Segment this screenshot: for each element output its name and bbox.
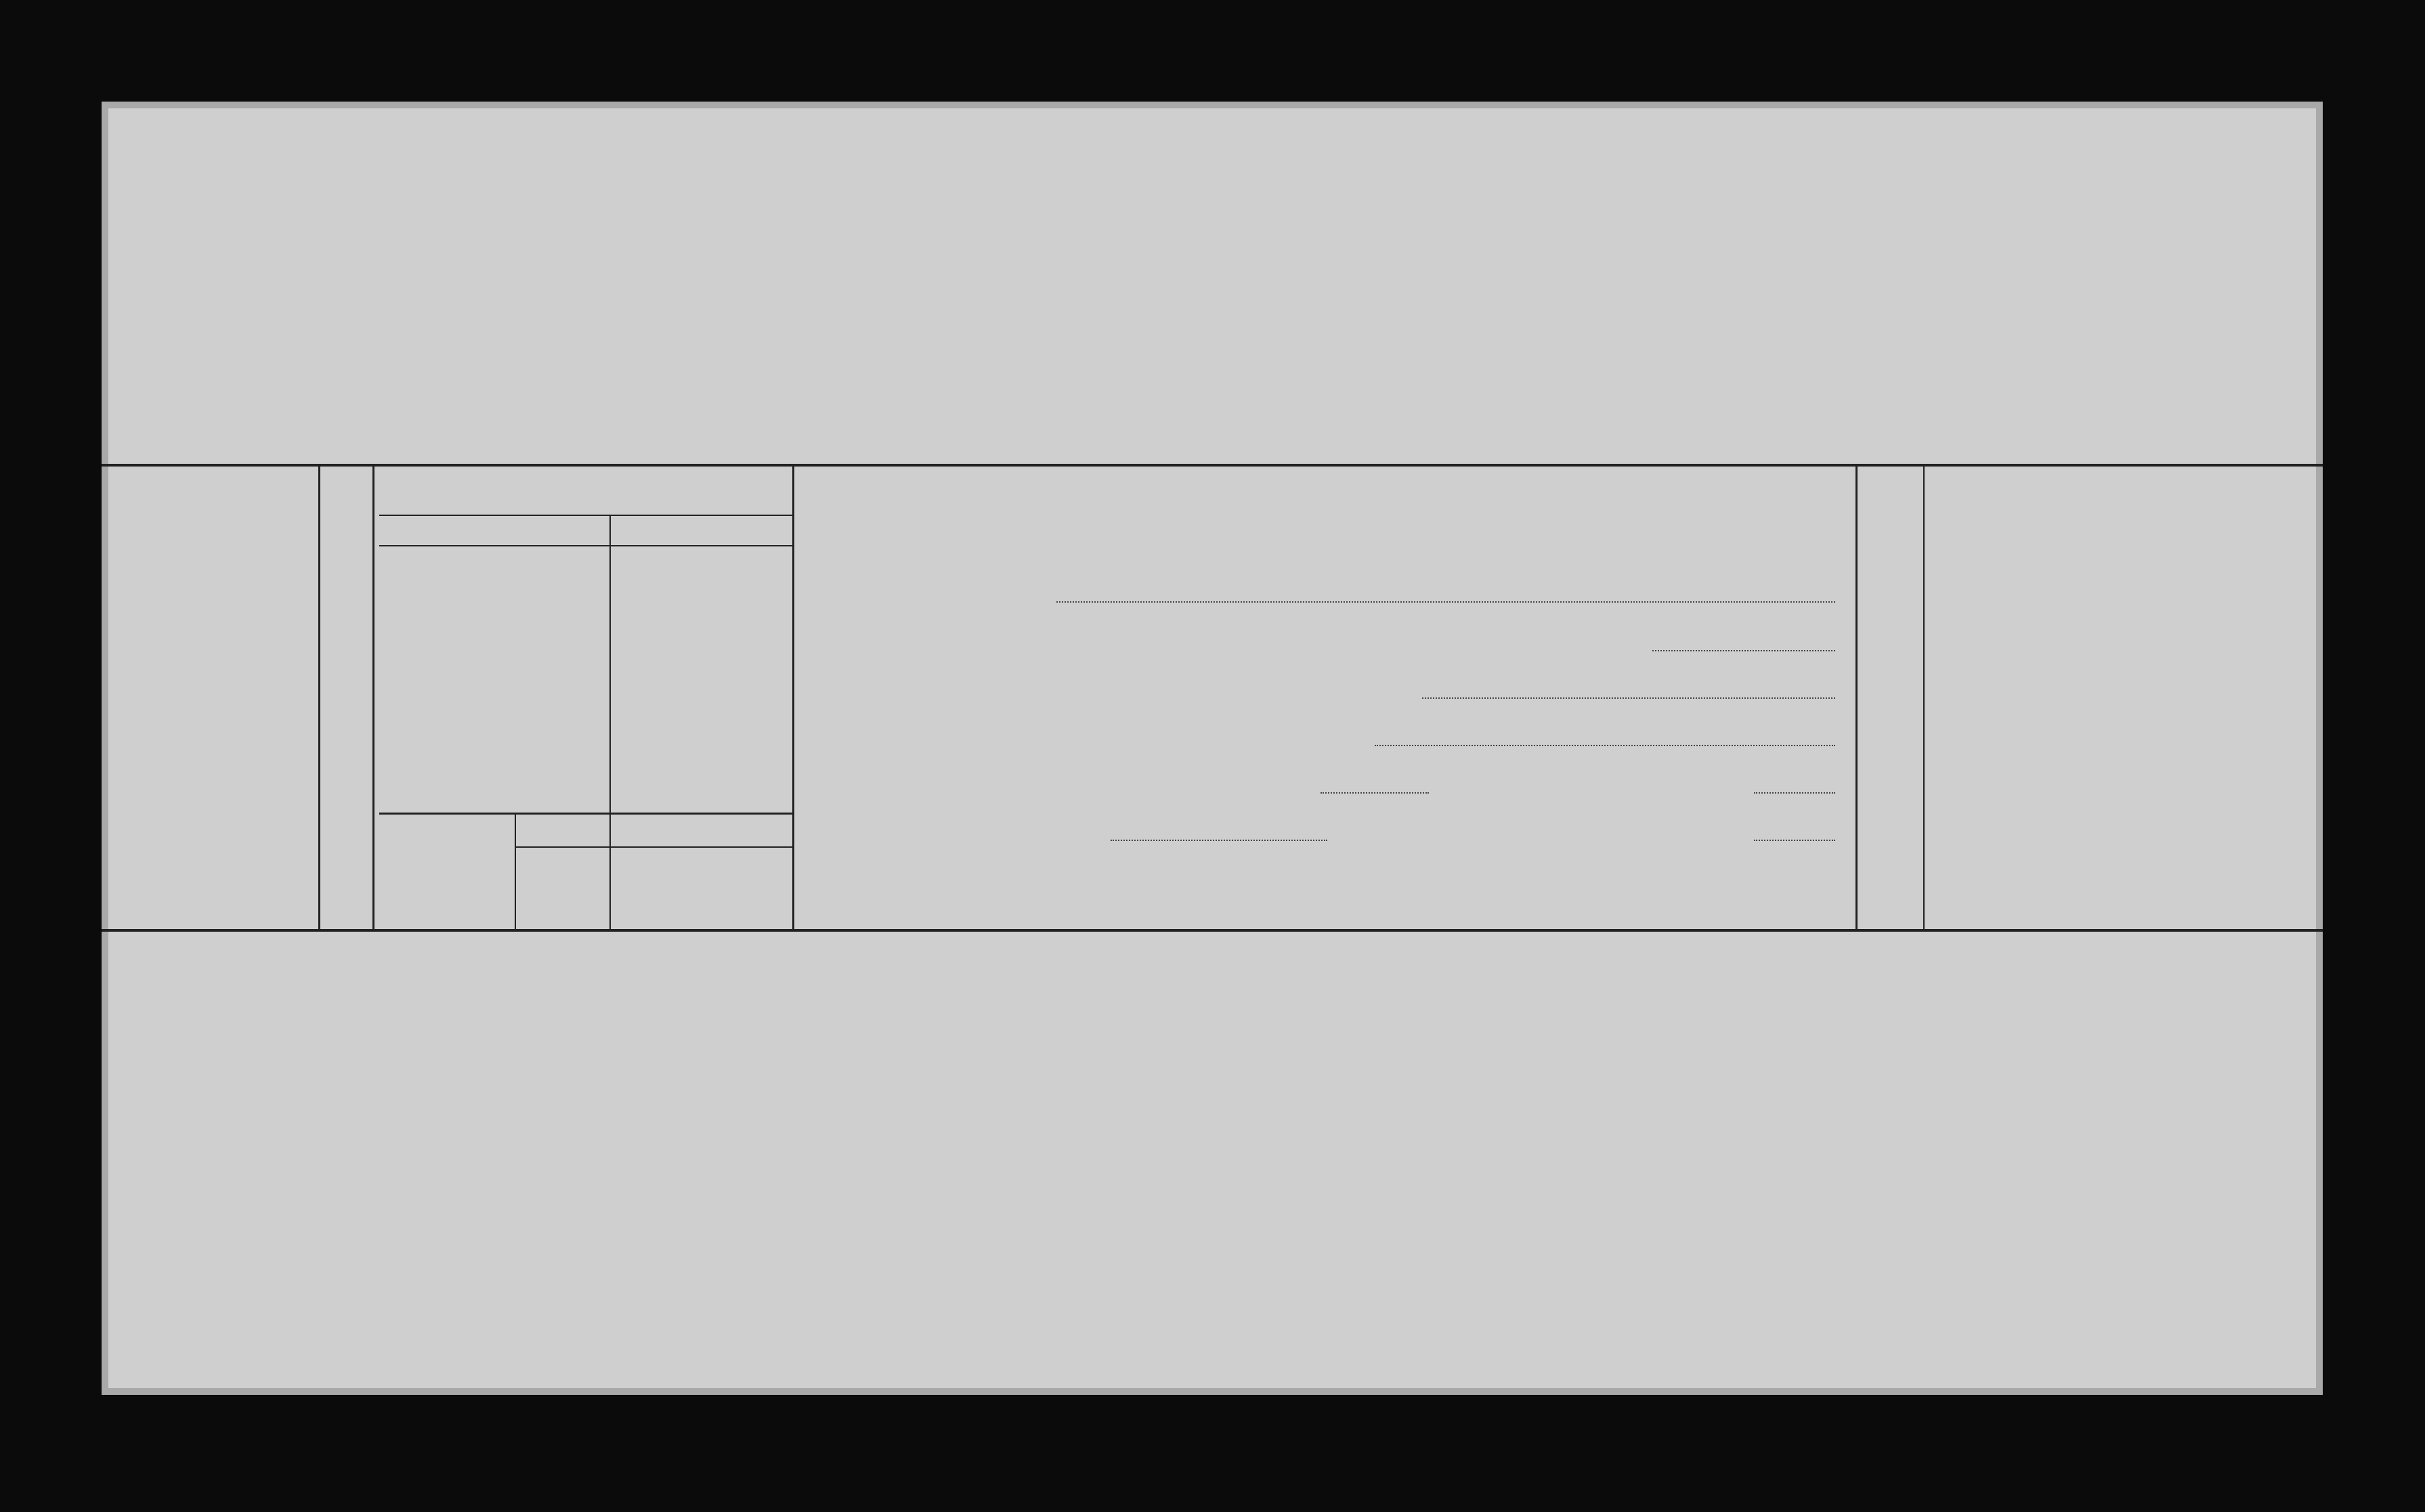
hired-workers-question bbox=[328, 501, 377, 880]
census-card-sheet bbox=[102, 102, 2323, 1395]
population-title bbox=[1861, 481, 1915, 914]
